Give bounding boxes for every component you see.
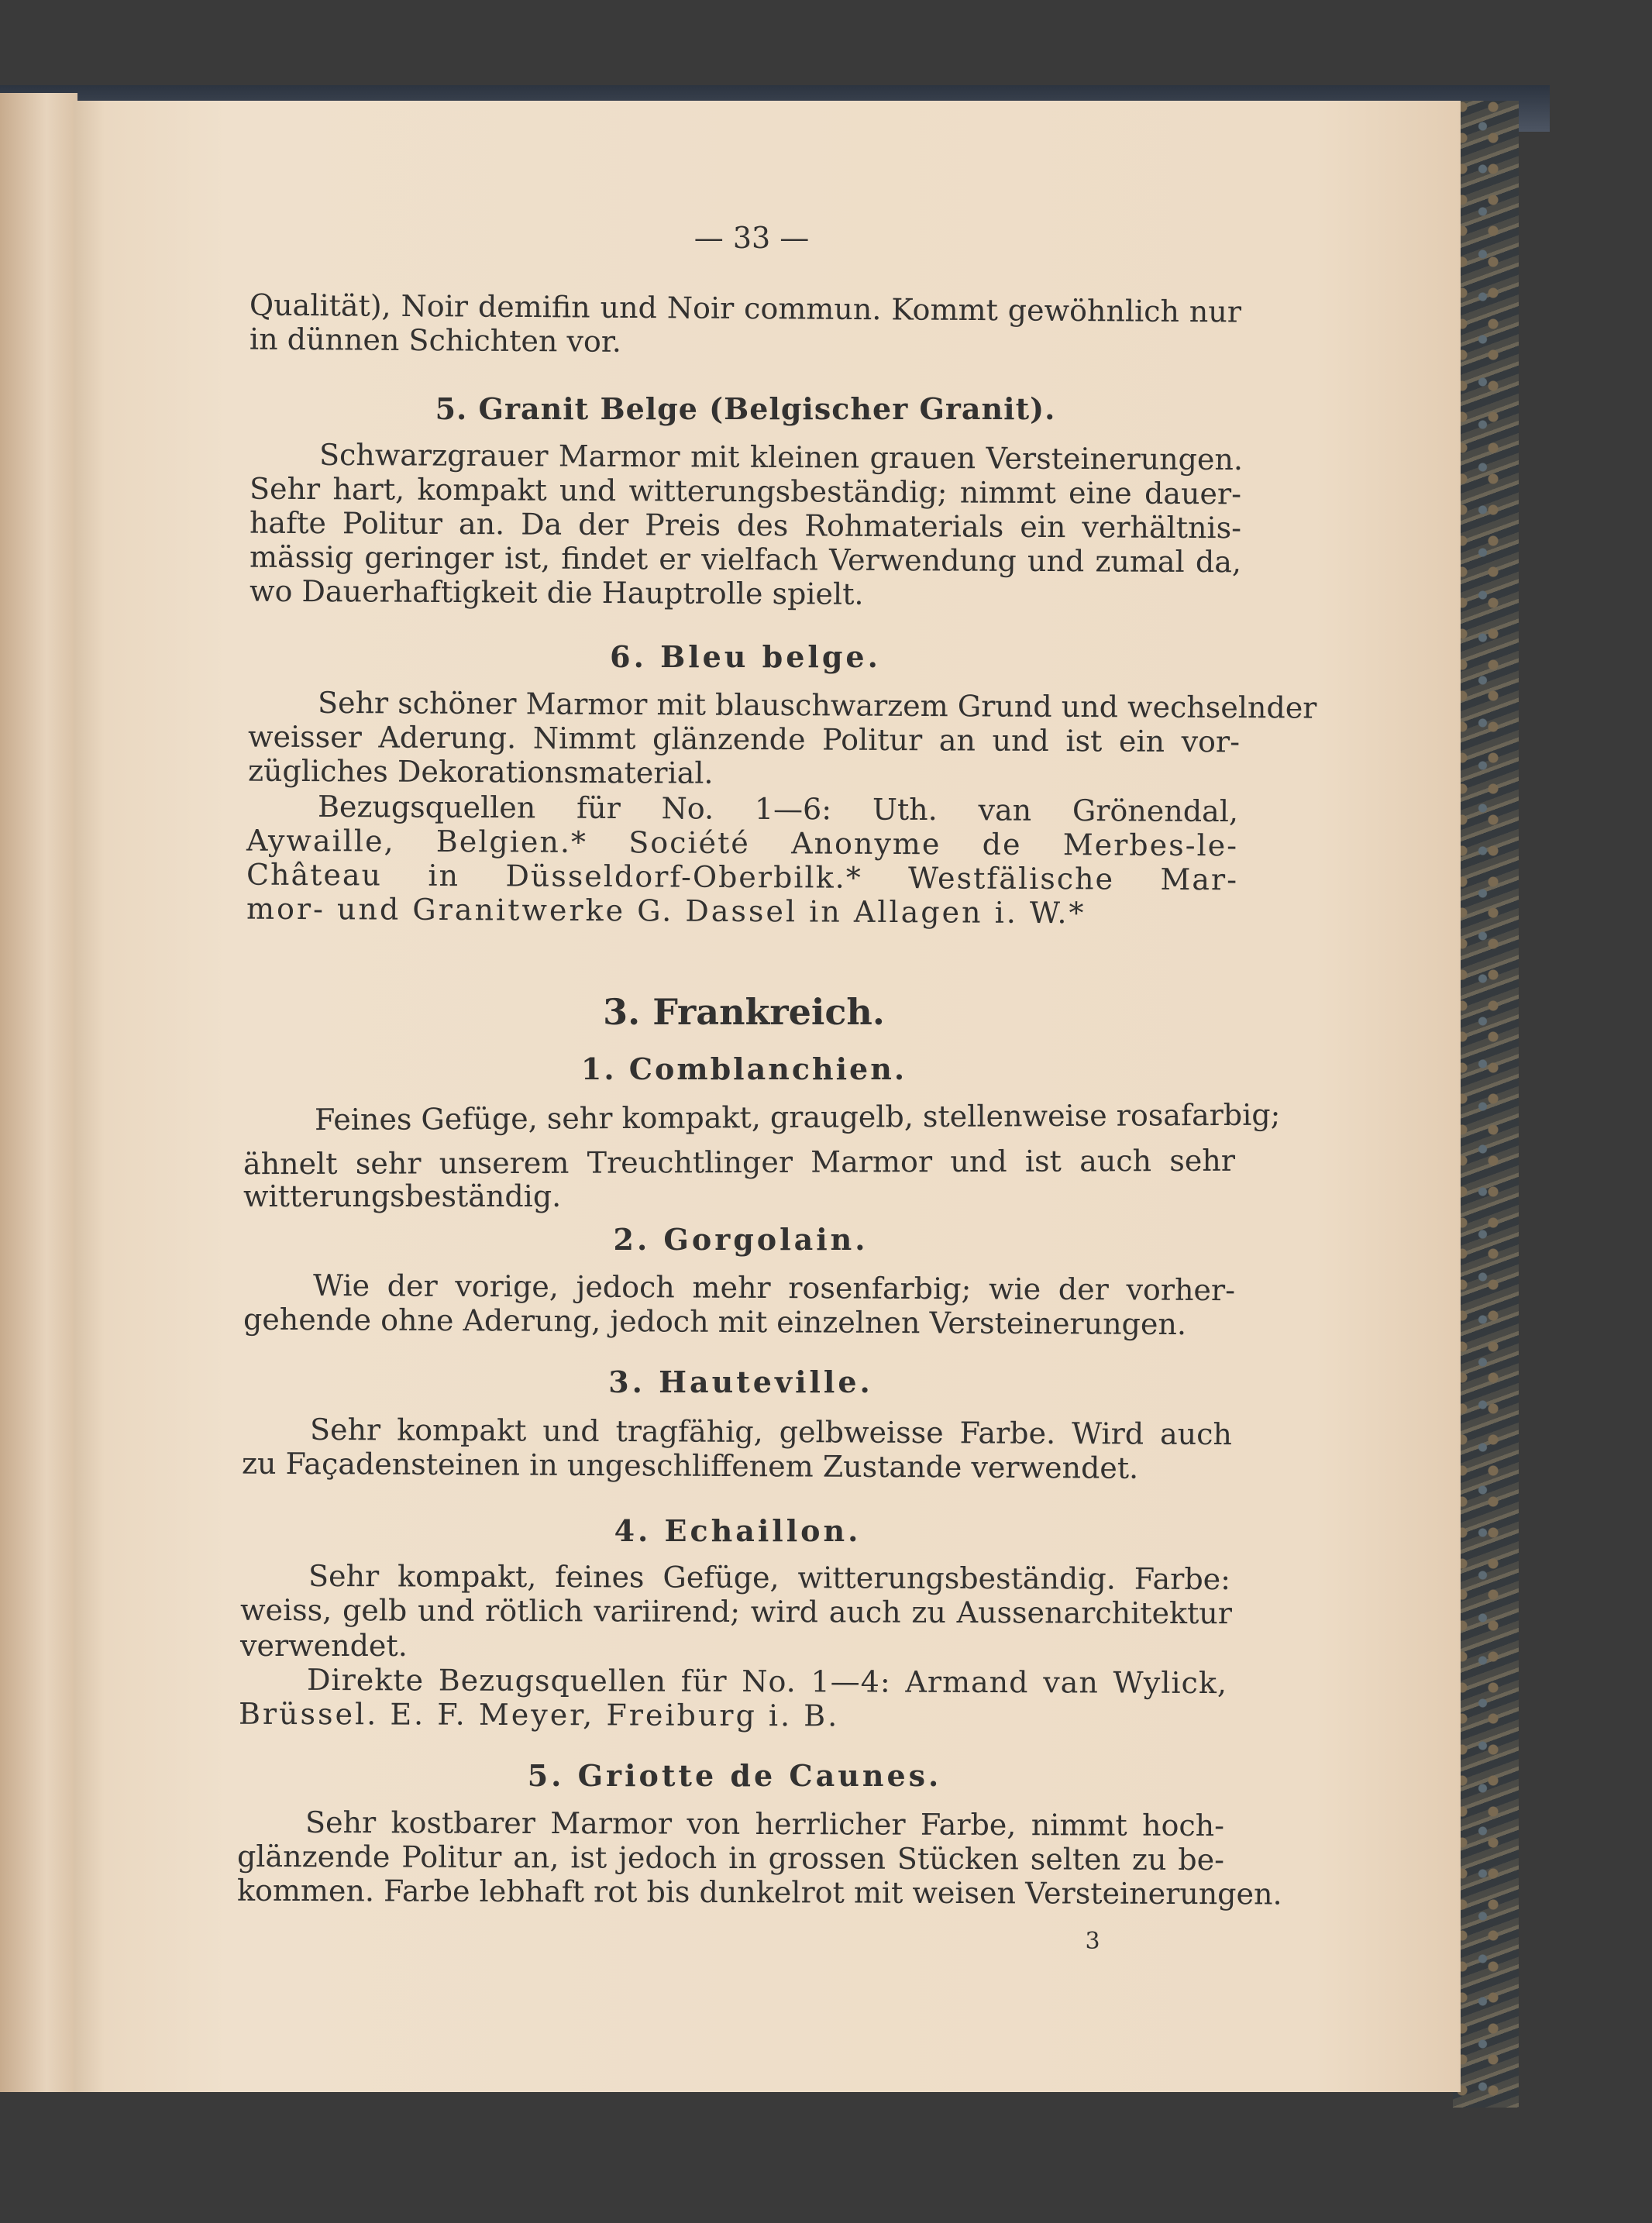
text-line: zügliches Dekorationsmaterial. <box>247 753 714 790</box>
page-number: — 33 — <box>693 221 810 255</box>
text-line: Sehr kostbarer Marmor von herrlicher Farbe, nimmt hoch- <box>305 1805 1225 1843</box>
text-line: weiss, gelb und rötlich variirend; wird auch zu Aussenarchitektur <box>239 1592 1233 1631</box>
text-line: Schwarzgrauer Marmor mit kleinen grauen Versteinerungen. <box>318 437 1244 477</box>
text-line: Wie der vorige, jedoch mehr rosenfarbig; wie der vorher- <box>312 1268 1236 1308</box>
section-heading-hauteville: 3. Hauteville. <box>608 1364 873 1399</box>
text-line: Château in Düsseldorf-Oberbilk.* Westfälische Mar- <box>246 857 1239 897</box>
section-heading-comblanchien: 1. Comblanchien. <box>580 1051 907 1086</box>
text-line: verwendet. <box>240 1629 408 1663</box>
section-heading-griotte-de-caunes: 5. Griotte de Caunes. <box>527 1758 942 1793</box>
text-line: weisser Aderung. Nimmt glänzende Politur an und ist ein vor- <box>247 719 1241 759</box>
text-line: hafte Politur an. Da der Preis des Rohmaterials ein verhältnis- <box>249 505 1242 545</box>
text-line: Aywaille, Belgien.* Société Anonyme de Merbes-le- <box>246 823 1239 863</box>
text-line: Sehr kompakt und tragfähig, gelbweisse Farbe. Wird auch <box>309 1412 1233 1452</box>
text-line: Direkte Bezugsquellen für No. 1—4: Armand van Wylick, <box>306 1662 1228 1701</box>
section-heading-gorgolain: 2. Gorgolain. <box>613 1222 869 1257</box>
text-line: Feines Gefüge, sehr kompakt, graugelb, stellenweise rosafarbig; <box>314 1097 1281 1137</box>
text-line: mässig geringer ist, findet er vielfach Verwendung und zumal da, <box>249 539 1242 580</box>
text-line: kommen. Farbe lebhaft rot bis dunkelrot mit weisen Versteinerungen. <box>236 1873 1282 1912</box>
text-line: Qualität), Noir demifin und Noir commun. Kommt gewöhnlich nur <box>249 287 1242 329</box>
text-line: glänzende Politur an, ist jedoch in grossen Stücken selten zu be- <box>236 1839 1225 1877</box>
chapter-heading-frankreich: 3. Frankreich. <box>603 991 885 1033</box>
text-line: Sehr schöner Marmor mit blauschwarzem Grund und wechselnder <box>317 685 1317 725</box>
section-heading-granit-belge: 5. Granit Belge (Belgischer Granit). <box>435 391 1056 426</box>
text-line: in dünnen Schichten vor. <box>249 322 622 359</box>
section-heading-bleu-belge: 6. Bleu belge. <box>610 639 881 674</box>
text-line: Sehr kompakt, feines Gefüge, witterungsbeständig. Farbe: <box>308 1558 1231 1597</box>
signature-mark: 3 <box>1085 1928 1100 1955</box>
text-line: mor- und Granitwerke G. Dassel in Allagen i. W.* <box>246 891 1086 931</box>
text-line: wo Dauerhaftigkeit die Hauptrolle spielt. <box>249 573 864 611</box>
text-line: zu Façadensteinen in ungeschliffenem Zustande verwendet. <box>241 1446 1139 1485</box>
text-line: ähnelt sehr unserem Treuchtlinger Marmor und ist auch sehr <box>243 1143 1236 1182</box>
text-line: Brüssel. E. F. Meyer, Freiburg i. B. <box>238 1696 840 1733</box>
text-line: gehende ohne Aderung, jedoch mit einzelnen Versteinerungen. <box>243 1302 1187 1342</box>
marbled-cover-board <box>1453 101 1519 2108</box>
text-line: Sehr hart, kompakt und witterungsbeständig; nimmt eine dauer- <box>249 471 1242 511</box>
section-heading-echaillon: 4. Echaillon. <box>614 1513 862 1548</box>
facing-page-edge <box>0 93 77 2092</box>
text-line: Bezugsquellen für No. 1—6: Uth. van Grönendal, <box>317 789 1239 829</box>
text-line: witterungsbeständig. <box>243 1179 562 1213</box>
